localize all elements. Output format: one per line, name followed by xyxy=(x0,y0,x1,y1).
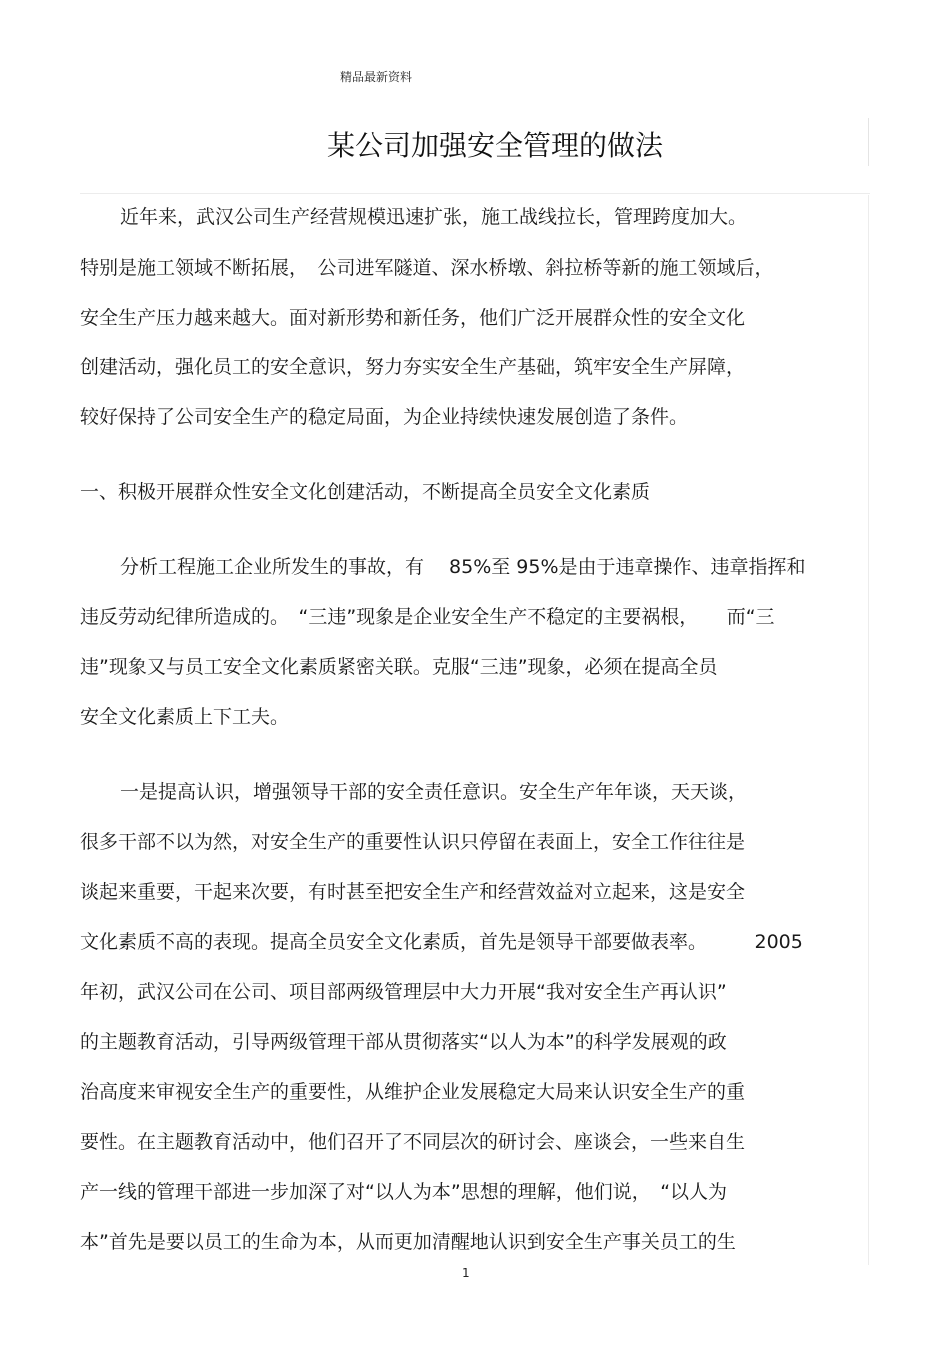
body-line: 违”现象又与员工安全文化素质紧密关联。克服“三违”现象，必须在提高全员 xyxy=(80,656,718,678)
body-line: 产一线的管理干部进一步加深了对“以人为本”思想的理解，他们说， “以人为 xyxy=(80,1181,728,1203)
section-heading: 一、积极开展群众性安全文化创建活动，不断提高全员安全文化素质 xyxy=(80,481,651,503)
vertical-rule-main xyxy=(868,195,869,1265)
body-line: 很多干部不以为然，对安全生产的重要性认识只停留在表面上，安全工作往往是 xyxy=(80,831,746,853)
body-line: 较好保持了公司安全生产的稳定局面，为企业持续快速发展创造了条件。 xyxy=(80,406,689,428)
body-line: 分析工程施工企业所发生的事故，有 85%至 95%是由于违章操作、违章指挥和 xyxy=(120,556,806,578)
body-line: 一是提高认识，增强领导干部的安全责任意识。安全生产年年谈，天天谈， xyxy=(120,781,748,803)
body-line: 年初，武汉公司在公司、项目部两级管理层中大力开展“我对安全生产再认识” xyxy=(80,981,727,1003)
body-line: 本”首先是要以员工的生命为本，从而更加清醒地认识到安全生产事关员工的生 xyxy=(80,1231,736,1253)
body-line: 谈起来重要，干起来次要，有时甚至把安全生产和经营效益对立起来，这是安全 xyxy=(80,881,746,903)
body-line: 近年来，武汉公司生产经营规模迅速扩张，施工战线拉长，管理跨度加大。 xyxy=(120,206,748,228)
body-line: 治高度来审视安全生产的重要性，从维护企业发展稳定大局来认识安全生产的重 xyxy=(80,1081,746,1103)
body-line: 的主题教育活动，引导两级管理干部从贯彻落实“以人为本”的科学发展观的政 xyxy=(80,1031,727,1053)
body-line: 要性。在主题教育活动中，他们召开了不同层次的研讨会、座谈会，一些来自生 xyxy=(80,1131,746,1153)
body-line: 违反劳动纪律所造成的。 “三违”现象是企业安全生产不稳定的主要祸根， 而“三 xyxy=(80,606,775,628)
body-line: 安全生产压力越来越大。面对新形势和新任务，他们广泛开展群众性的安全文化 xyxy=(80,307,746,329)
body-line: 特别是施工领域不断拓展， 公司进军隧道、深水桥墩、斜拉桥等新的施工领域后， xyxy=(80,257,774,279)
document-title: 某公司加强安全管理的做法 xyxy=(326,129,663,162)
body-line: 安全文化素质上下工夫。 xyxy=(80,706,290,728)
header-note: 精品最新资料 xyxy=(340,70,413,84)
body-line: 文化素质不高的表现。提高全员安全文化素质，首先是领导干部要做表率。 2005 xyxy=(80,931,803,953)
page-number: 1 xyxy=(462,1266,470,1280)
horizontal-rule xyxy=(80,193,870,194)
vertical-rule-top xyxy=(868,118,869,166)
body-line: 创建活动，强化员工的安全意识，努力夯实安全生产基础，筑牢安全生产屏障， xyxy=(80,356,746,378)
